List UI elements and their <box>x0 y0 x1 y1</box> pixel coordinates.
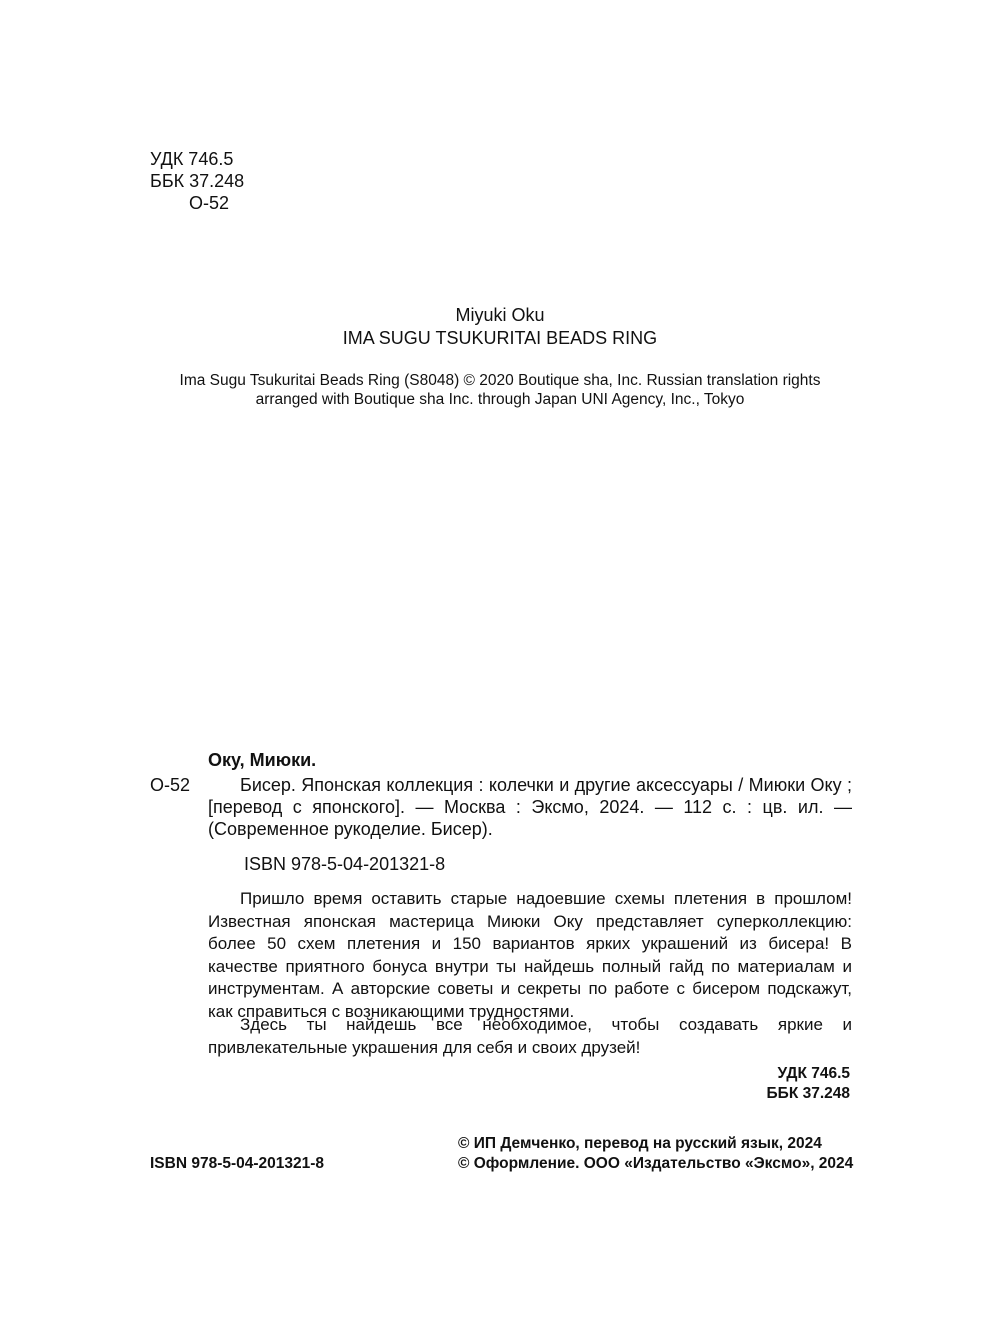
author-mark-top: О-52 <box>189 193 230 213</box>
catalog-heading: Оку, Миюки. <box>208 750 317 770</box>
copyright-translation: © ИП Демченко, перевод на русский язык, 2024 <box>458 1135 822 1152</box>
annotation-paragraph-1: Пришло время оставить старые надоевшие схемы плетения в прошлом! Известная японская мастерица Миюки Оку представляет суперколлекцию: более 50 схем плетения и 150 вариантов ярких украшений из бисера! В качестве приятного бонуса внутри ты найдешь полный гайд по материалам и инструментам. А авторские советы и секреты по работе с бисером подскажут, как справиться с возникающими трудностями. <box>208 889 852 1021</box>
annotation-paragraph-2: Здесь ты найдешь все необходимое, чтобы создавать яркие и привлекательные украшения для себя и своих друзей! <box>208 1015 852 1057</box>
catalog-isbn: ISBN 978-5-04-201321-8 <box>244 854 446 874</box>
catalog-description: Бисер. Японская коллекция : колечки и другие аксессуары / Миюки Оку ; [перевод с японского]. — Москва : Эксмо, 2024. — 112 с. : цв. ил. — (Современное рукоделие. Бисер). <box>208 775 852 839</box>
udk-code-right: УДК 746.5 <box>777 1065 850 1082</box>
footer-isbn: ISBN 978-5-04-201321-8 <box>150 1155 325 1172</box>
original-title: IMA SUGU TSUKURITAI BEADS RING <box>342 328 658 348</box>
bbk-code-right: ББК 37.248 <box>766 1085 850 1102</box>
copyright-design: © Оформление. ООО «Издательство «Эксмо», 2024 <box>458 1155 854 1172</box>
catalog-side-mark: О-52 <box>150 775 191 795</box>
rights-line-1: Ima Sugu Tsukuritai Beads Ring (S8048) © 2020 Boutique sha, Inc. Russian translation rights <box>179 372 821 389</box>
rights-line-2: arranged with Boutique sha Inc. through Japan UNI Agency, Inc., Tokyo <box>255 391 745 408</box>
original-author: Miyuki Oku <box>455 305 545 325</box>
udk-code-top: УДК 746.5 <box>150 149 234 169</box>
bbk-code-top: ББК 37.248 <box>150 171 245 191</box>
